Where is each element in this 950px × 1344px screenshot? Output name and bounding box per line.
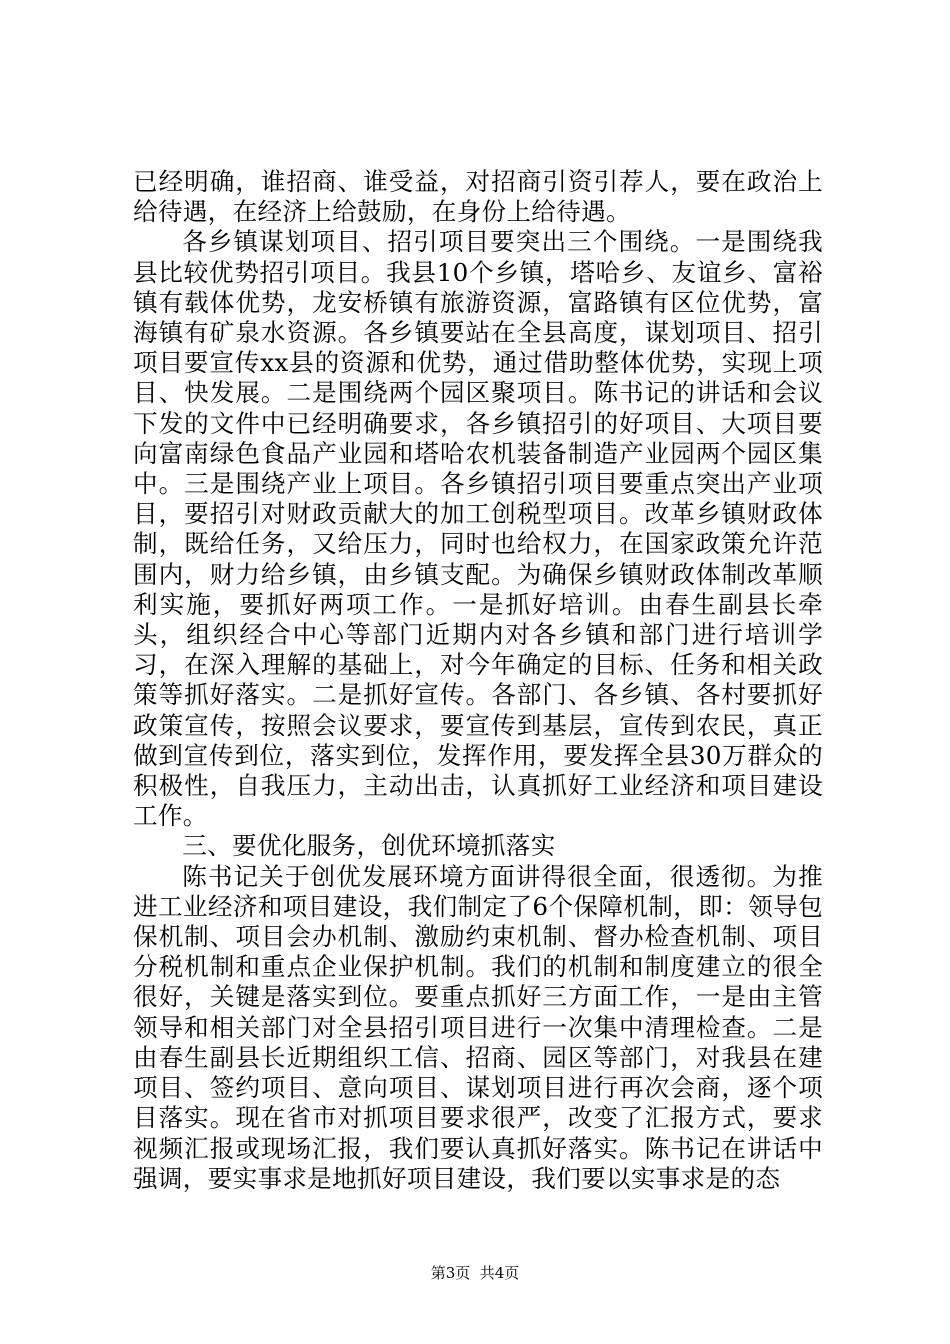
page-footer: 第3页 共4页 (430, 1264, 520, 1282)
section-heading: 三、要优化服务，创优环境抓落实 (182, 831, 556, 861)
document-body (133, 167, 823, 1194)
paragraph-4: 陈书记关于创优发展环境方面讲得很全面，很透彻。为推进工业经济和项目建设，我们制定了6个保障机制，即：领导包保机制、项目会办机制、激励约束机制、督办检查机制、项目分税机制和重点企业保护机制。我们的机制和制度建立的很全很好，关键是落实到位。要重点抓好三方面工作，一是由主管领导和相关部门对全县招引项目进行一次集中清理检查。二是由春生副县长近期组织工信、招商、园区等部门，对我县在建项目、签约项目、意向项目、谋划项目进行再次会商，逐个项目落实。现在省市对抓项目要求很严，改变了汇报方式，要求视频汇报或现场汇报，我们要认真抓好落实。陈书记在讲话中强调，要实事求是地抓好项目建设，我们要以实事求是的态 (133, 861, 823, 1193)
paragraph-1: 已经明确，谁招商、谁受益，对招商引资引荐人，要在政治上给待遇，在经济上给鼓励，在身份上给待遇。 (133, 167, 823, 227)
paragraph-2: 各乡镇谋划项目、招引项目要突出三个围绕。一是围绕我县比较优势招引项目。我县10个乡镇，塔哈乡、友谊乡、富裕镇有载体优势，龙安桥镇有旅游资源，富路镇有区位优势，富海镇有矿泉水资源。各乡镇要站在全县高度，谋划项目、招引项目要宣传xx县的资源和优势，通过借助整体优势，实现上项目、快发展。二是围绕两个园区聚项目。陈书记的讲话和会议下发的文件中已经明确要求，各乡镇招引的好项目、大项目要向富南绿色食品产业园和塔哈农机装备制造产业园两个园区集中。三是围绕产业上项目。各乡镇招引项目要重点突出产业项目，要招引对财政贡献大的加工创税型项目。改革乡镇财政体制，既给任务，又给压力，同时也给权力，在国家政策允许范围内，财力给乡镇，由乡镇支配。为确保乡镇财政体制改革顺利实施，要抓好两项工作。一是抓好培训。由春生副县长牵头，组织经合中心等部门近期内对各乡镇和部门进行培训学习，在深入理解的基础上，对今年确定的目标、任务和相关政策等抓好落实。二是抓好宣传。各部门、各乡镇、各村要抓好政策宣传，按照会议要求，要宣传到基层，宣传到农民，真正做到宣传到位，落实到位，发挥作用，要发挥全县30万群众的积极性，自我压力，主动出击，认真抓好工业经济和项目建设工作。 (133, 227, 823, 831)
